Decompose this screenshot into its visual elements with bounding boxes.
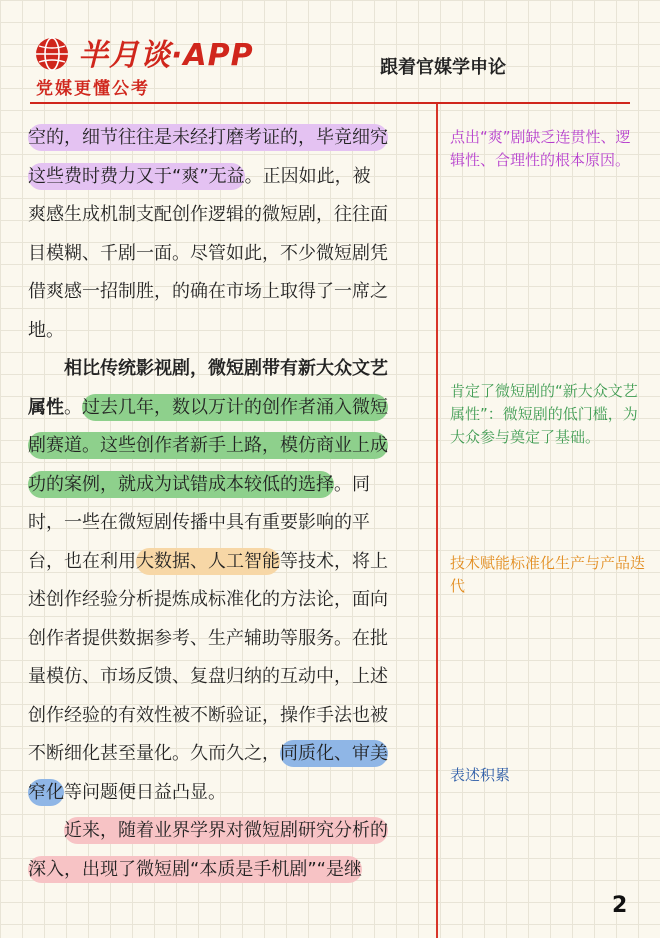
body-line: [28, 659, 438, 695]
body-line: [28, 775, 438, 811]
header-rule: [30, 102, 630, 104]
text-run: 量模仿、市场反馈、复盘归纳的互动中，上述: [28, 666, 388, 687]
body-line: [28, 428, 438, 464]
body-line: [28, 467, 438, 503]
text-run: 相比传统影视剧，微短剧带有新大众文艺: [64, 358, 388, 379]
text-run: 不断细化甚至量化。久而久之，: [28, 743, 280, 764]
highlight-green: 过去几年，数以万计的创作者涌入微短: [82, 394, 388, 421]
body-line: [28, 390, 438, 426]
text-run: 创作者提供数据参考、生产辅助等服务。在批: [28, 627, 388, 649]
text-run: 等问题便日益凸显。: [64, 781, 226, 803]
body-line: [28, 505, 438, 541]
body-line: [28, 698, 438, 734]
text-run: 属性: [28, 396, 64, 418]
text-run: 台，也在利用: [28, 550, 136, 572]
text-run: 述创作经验分析提炼成标准化的方法论，面向: [28, 589, 388, 610]
highlight-green: 剧赛道。这些创作者新手上路，模仿商业上成: [28, 432, 388, 459]
highlight-pink: 深入，出现了微短剧“本质是手机剧”“是继: [28, 856, 362, 883]
text-run: 。: [64, 396, 82, 418]
body-line: [28, 736, 438, 772]
text-run: 。正因如此，被: [244, 165, 371, 187]
text-run: 。同: [334, 473, 370, 495]
body-line: [28, 159, 438, 195]
body-line: [28, 313, 438, 349]
text-run: 借爽感一招制胜，的确在市场上取得了一席之: [28, 281, 388, 302]
body-line: [28, 621, 438, 657]
margin-note-green: 肯定了微短剧的“新大众文艺属性”：微短剧的低门槛，为大众参与奠定了基础。: [450, 382, 638, 446]
highlight-green: 功的案例，就成为试错成本较低的选择: [28, 471, 334, 498]
body-line: [28, 852, 438, 888]
text-run: 爽感生成机制支配创作逻辑的微短剧，往往面: [28, 204, 388, 225]
body-line: [28, 197, 438, 233]
body-line: [28, 544, 438, 580]
margin-note-orange: 技术赋能标准化生产与产品迭代: [450, 554, 646, 595]
brand-title: 半月谈·APP: [78, 38, 254, 73]
text-run: 地。: [28, 319, 64, 341]
highlight-pink: 近来，随着业界学界对微短剧研究分析的: [64, 817, 388, 844]
body-line: [28, 351, 438, 387]
body-line: [28, 813, 438, 849]
text-run: [28, 820, 64, 841]
margin-note-blue: 表述积累: [450, 766, 511, 784]
highlight-purple: 这些费时费力又于“爽”无益: [28, 163, 245, 190]
body-line: [28, 582, 438, 618]
highlight-purple: 空的，细节往往是未经打磨考证的，毕竟细究: [28, 124, 388, 151]
text-run: 时，一些在微短剧传播中具有重要影响的平: [28, 512, 370, 533]
body-line: [28, 274, 438, 310]
highlight-blue: 窄化: [28, 779, 64, 806]
brand-slogan: 党媒更懂公考: [36, 79, 150, 99]
page-header: [0, 0, 660, 108]
globe-logo-icon: [34, 36, 70, 72]
body-line: [28, 236, 438, 272]
body-line: [28, 120, 438, 156]
page-number: 2: [612, 893, 628, 918]
text-run: 目模糊、千剧一面。尽管如此，不少微短剧凭: [28, 242, 388, 264]
text-run: 创作经验的有效性被不断验证，操作手法也被: [28, 704, 388, 726]
header-tagline: 跟着官媒学申论: [380, 57, 506, 78]
text-run: 等技术，将上: [280, 550, 388, 572]
margin-note-purple: 点出“爽”剧缺乏连贯性、逻辑性、合理性的根本原因。: [450, 128, 631, 169]
highlight-orange: 大数据、人工智能: [136, 548, 280, 575]
text-run: [28, 358, 64, 379]
highlight-blue: 同质化、审美: [280, 740, 388, 767]
